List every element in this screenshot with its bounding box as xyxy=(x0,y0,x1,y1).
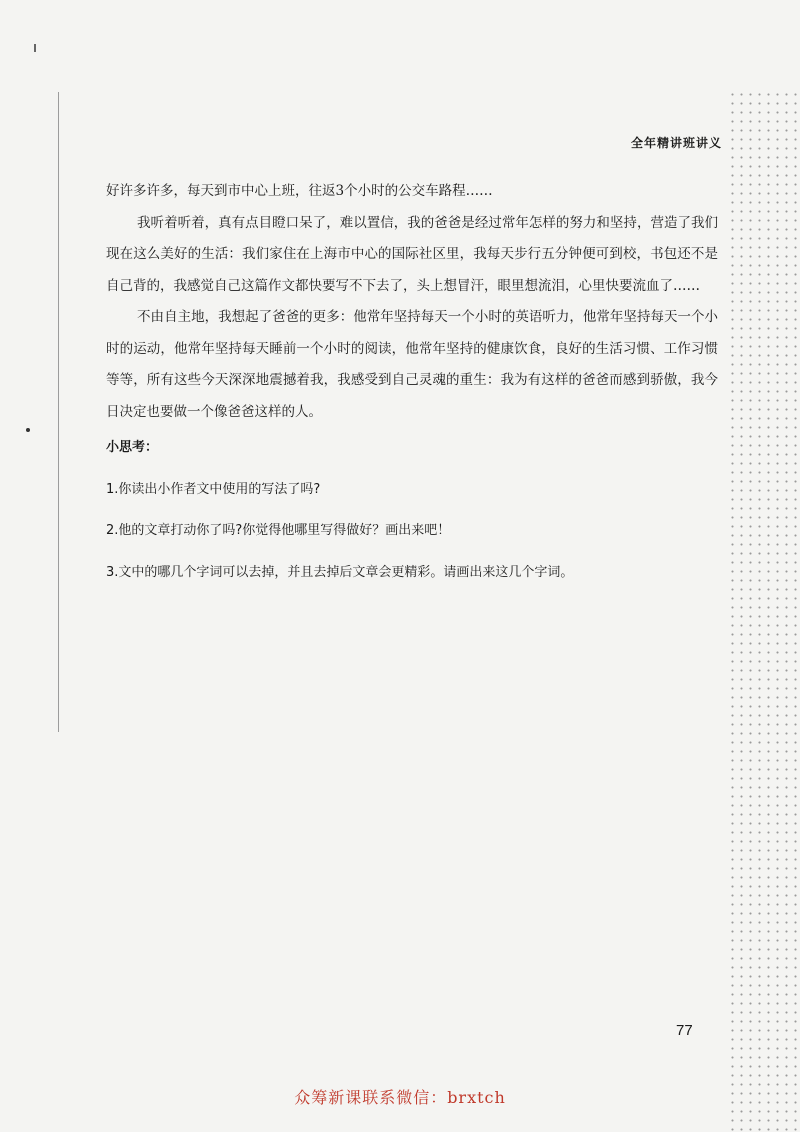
dotted-margin xyxy=(728,90,800,1132)
footer-watermark: 众筹新课联系微信：brxtch xyxy=(294,1088,506,1107)
thinking-section-title: 小思考： xyxy=(106,440,159,455)
thinking-question-1: 1.你读出小作者文中使用的写法了吗? xyxy=(106,481,321,497)
header-title: 全年精讲班讲义 xyxy=(630,136,722,150)
binding-line xyxy=(58,92,60,732)
thinking-question-3: 3.文中的哪几个字词可以去掉，并且去掉后文章会更精彩。请画出来这几个字词。 xyxy=(106,564,574,580)
article-paragraph-3: 不由自主地，我想起了爸爸的更多：他常年坚持每天一个小时的英语听力，他常年坚持每天一个小时的运动，他常年坚持每天睡前一个小时的阅读，他常年坚持的健康饮食，良好的生活习惯、工作习惯等等，所有这些今天深深地震撼着我，我感受到自己灵魂的重生：我为有这样的爸爸而感到骄傲，我今日决定也要做一个像爸爸这样的人。 xyxy=(106,309,718,420)
article-paragraph-1: 好许多许多，每天到市中心上班，往返3个小时的公交车路程…… xyxy=(106,183,493,199)
thinking-question-2: 2.他的文章打动你了吗?你觉得他哪里写得做好？画出来吧！ xyxy=(106,523,451,538)
article-paragraph-2: 我听着听着，真有点目瞪口呆了，难以置信，我的爸爸是经过常年怎样的努力和坚持，营造了我们现在这么美好的生活：我们家住在上海市中心的国际社区里，我每天步行五分钟便可到校，书包还不是自己背的，我感觉自己这篇作文都快要写不下去了，头上想冒汗，眼里想流泪，心里快要流血了…… xyxy=(106,214,718,294)
page-number: 77 xyxy=(676,1022,693,1039)
binding-dot xyxy=(26,428,30,432)
binding-mark xyxy=(34,44,36,52)
article-body xyxy=(106,176,718,588)
